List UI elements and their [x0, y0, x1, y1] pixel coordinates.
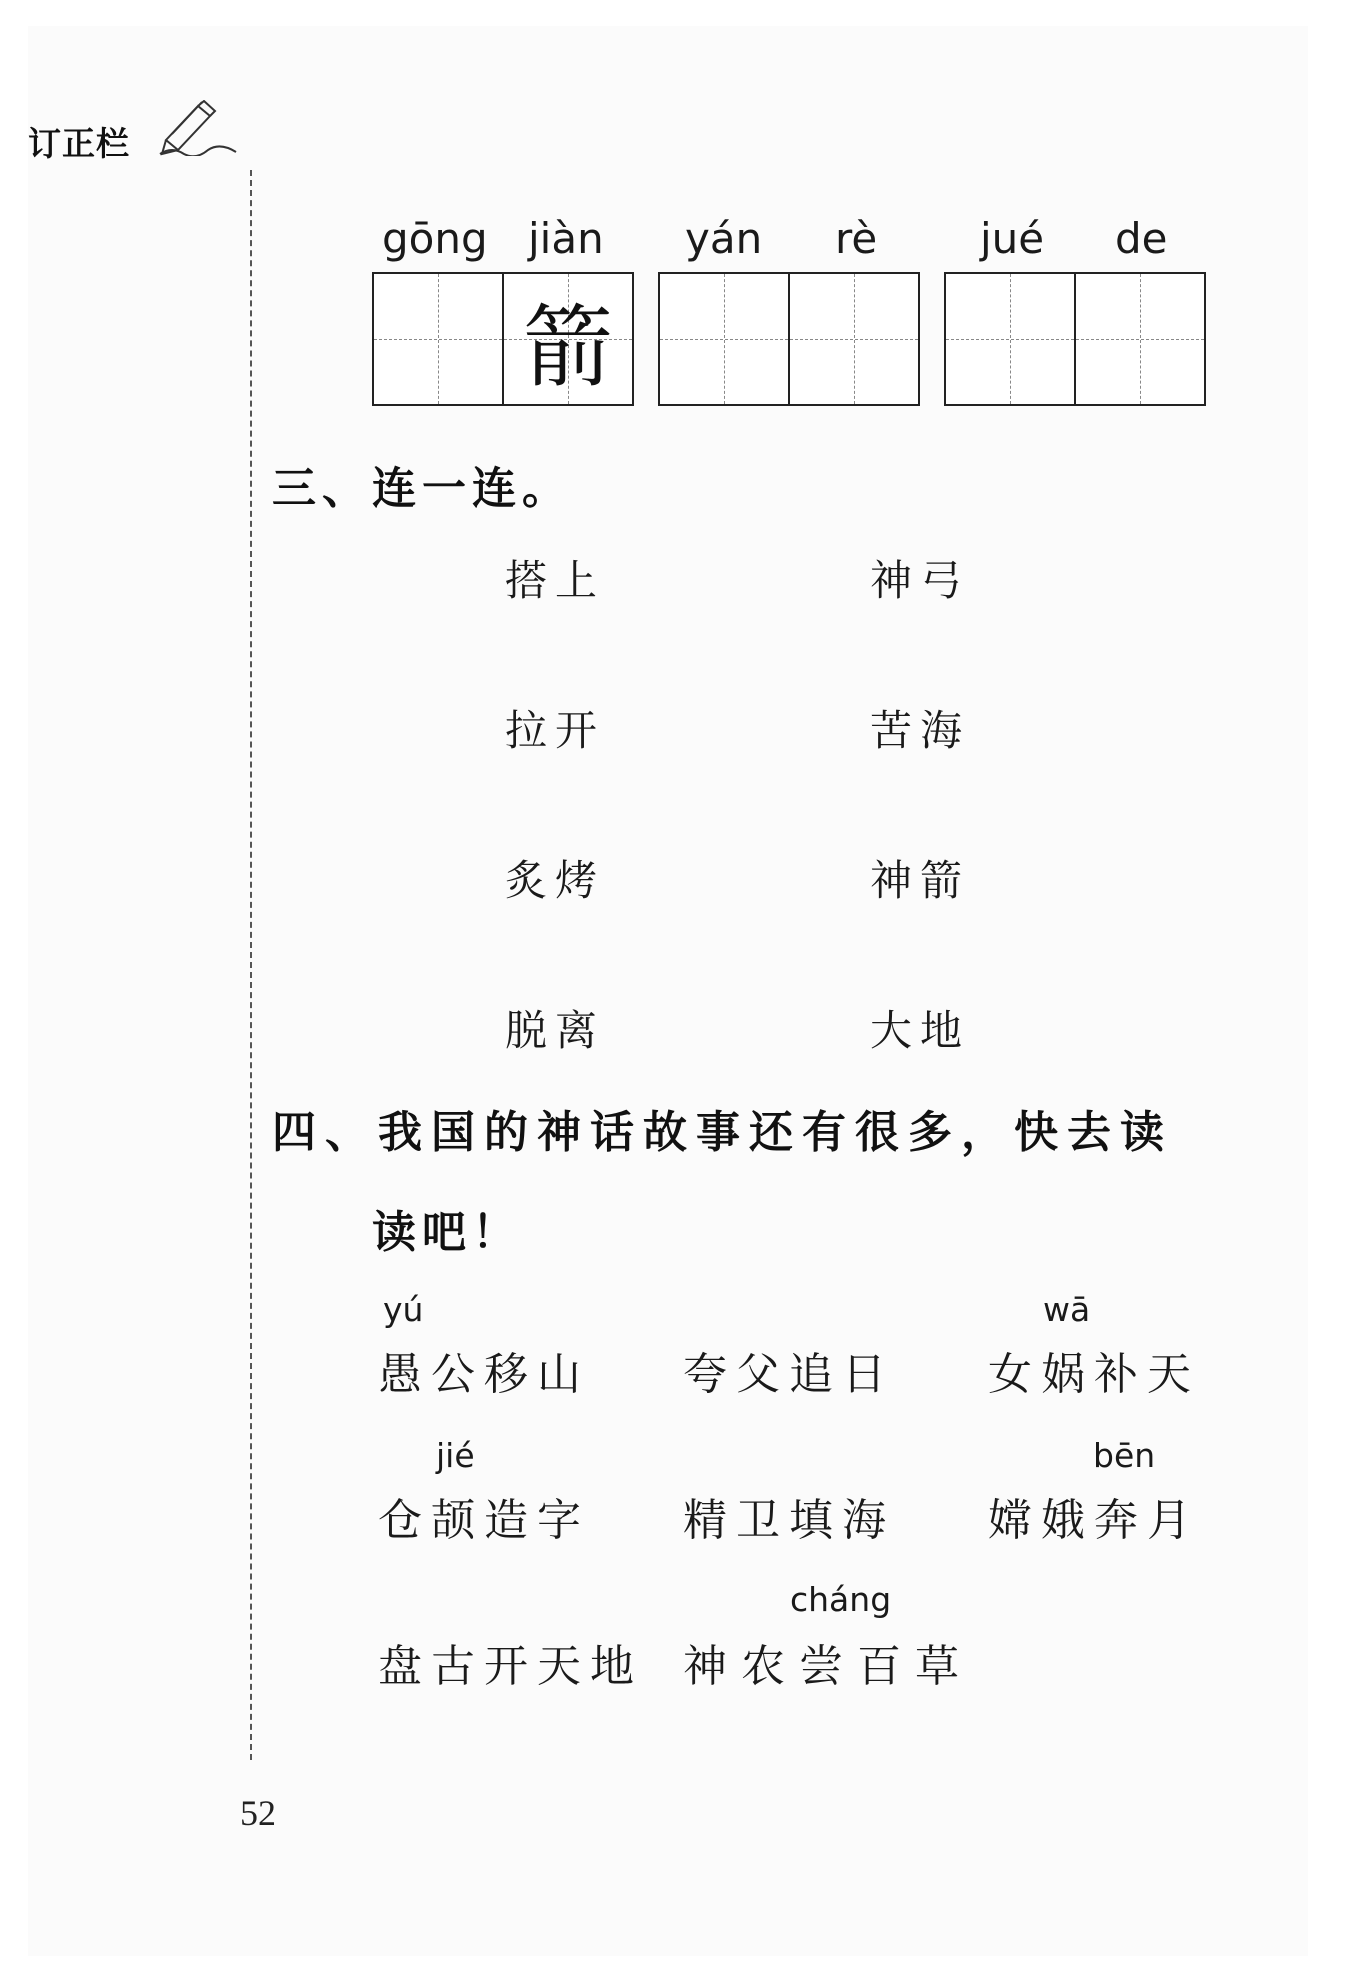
grid-cell-4[interactable] — [790, 274, 918, 404]
pinyin-jian: jiàn — [528, 214, 604, 263]
pinyin-jie: jié — [436, 1436, 475, 1475]
pinyin-ben: bēn — [1093, 1436, 1156, 1475]
story-shennong: 神农尝百草 — [683, 1641, 973, 1692]
story-nuwa: 女娲补天 — [988, 1349, 1200, 1400]
pinyin-jue: jué — [980, 214, 1045, 263]
pinyin-wa: wā — [1043, 1290, 1091, 1329]
correction-column-title: 订正栏 — [28, 124, 130, 163]
pencil-icon — [158, 100, 238, 156]
match-right-2[interactable]: 苦海 — [870, 706, 971, 755]
story-yugong: 愚公移山 — [378, 1349, 590, 1400]
story-kuafu: 夸父追日 — [683, 1349, 895, 1400]
prefilled-char: 箭 — [523, 295, 613, 400]
match-right-3[interactable]: 神箭 — [870, 856, 971, 905]
section3-heading: 三、连一连。 — [272, 463, 572, 514]
pinyin-yan: yán — [685, 214, 763, 263]
story-change: 嫦娥奔月 — [988, 1495, 1200, 1546]
match-right-4[interactable]: 大地 — [870, 1006, 971, 1055]
pinyin-chang: cháng — [790, 1580, 892, 1619]
story-jingwei: 精卫填海 — [683, 1495, 895, 1546]
match-left-1[interactable]: 搭上 — [505, 556, 606, 605]
pinyin-de: de — [1115, 214, 1168, 263]
match-left-3[interactable]: 炙烤 — [505, 856, 606, 905]
pinyin-re: rè — [835, 214, 878, 263]
story-pangu: 盘古开天地 — [378, 1641, 643, 1692]
writing-grid-gongjian — [372, 272, 634, 406]
section4-heading-cont: 读吧！ — [372, 1207, 522, 1258]
grid-cell-2[interactable] — [504, 274, 632, 404]
match-left-4[interactable]: 脱离 — [505, 1006, 606, 1055]
pinyin-yu: yú — [383, 1290, 424, 1329]
pinyin-gong: gōng — [382, 214, 488, 263]
grid-cell-1[interactable] — [374, 274, 504, 404]
match-left-2[interactable]: 拉开 — [505, 706, 606, 755]
section4-heading: 四、我国的神话故事还有很多，快去读 — [272, 1107, 1173, 1158]
margin-divider — [250, 170, 252, 1760]
grid-cell-3[interactable] — [660, 274, 790, 404]
grid-cell-6[interactable] — [1076, 274, 1204, 404]
page-number: 52 — [240, 1793, 276, 1833]
story-cangjie: 仓颉造字 — [378, 1495, 590, 1546]
match-right-1[interactable]: 神弓 — [870, 556, 971, 605]
writing-grid-yanre — [658, 272, 920, 406]
writing-grid-juede — [944, 272, 1206, 406]
grid-cell-5[interactable] — [946, 274, 1076, 404]
